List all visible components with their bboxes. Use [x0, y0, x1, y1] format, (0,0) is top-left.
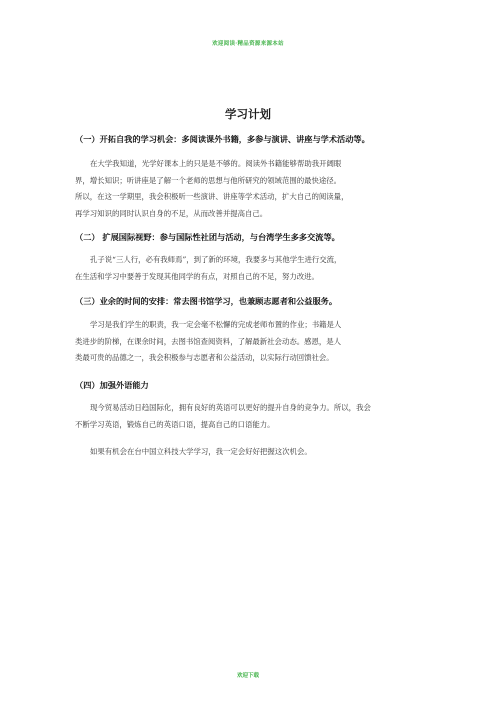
section-paragraph-2 [75, 252, 439, 285]
section-heading-1: （一）开拓自我的学习机会：多阅读课外书籍，多参与演讲、讲座与学术活动等。 [75, 134, 370, 144]
section-paragraph-1 [75, 156, 439, 222]
paragraph-line: 在大学我知道，光学好课本上的只是是不够的。阅读外书籍能够帮助我开阔眼 [90, 159, 342, 168]
section-heading-3: （三）业余的时间的安排：常去图书馆学习，也兼顾志愿者和公益服务。 [75, 296, 338, 306]
paragraph-line: 不断学习英语，锻炼自己的英语口语，提高自己的口语能力。 [75, 419, 275, 429]
paragraph-line: 界，增长知识；听讲座是了解一个老师的思想与他所研究的领域范围的最快途径。 [75, 175, 342, 185]
paragraph-line: 如果有机会在台中国立科技大学学习，我一定会好好把握这次机会。 [90, 447, 312, 456]
page-title: 学习计划 [225, 107, 271, 121]
paragraph-line: 现今贸易活动日趋国际化，拥有良好的英语可以更好的提升自身的竞争力。所以，我会 [90, 403, 371, 412]
paragraph-line: 再学习知识的同时认识自身的不足，从而改善并提高自己。 [75, 208, 268, 218]
paragraph-line: 类进步的阶梯，在课余时间，去图书馆查阅资料，了解最新社会动态。感恩，是人 [75, 336, 342, 346]
section-heading-2: （二） 扩展国际视野：参与国际性社团与活动，与台湾学生多多交流等。 [75, 232, 340, 242]
footer-note: 欢迎下载 [236, 673, 259, 679]
header-note: 欢迎阅读·精品资源来源本站 [212, 41, 284, 47]
paragraph-line: 在生活和学习中要善于发现其他同学的有点，对照自己的不足，努力改进。 [75, 271, 319, 281]
paragraph-line: 类最可贵的品德之一，我会积极参与志愿者和公益活动，以实际行动回馈社会。 [75, 353, 334, 362]
closing-paragraph [75, 444, 439, 461]
paragraph-line: 孔子说“三人行，必有我师焉”，到了新的环境，我要多与其他学生进行交流， [90, 255, 342, 264]
section-paragraph-3 [75, 317, 439, 367]
section-paragraph-4 [75, 400, 439, 433]
section-heading-4: （四）加强外语能力 [75, 380, 149, 390]
paragraph-line: 学习是我们学生的职责，我一定会毫不松懈的完成老师布置的作业；书籍是人 [90, 320, 342, 329]
paragraph-line: 所以，在这一学期里，我会积极听一些演讲、讲座等学术活动，扩大自己的阅读量， [75, 192, 349, 201]
